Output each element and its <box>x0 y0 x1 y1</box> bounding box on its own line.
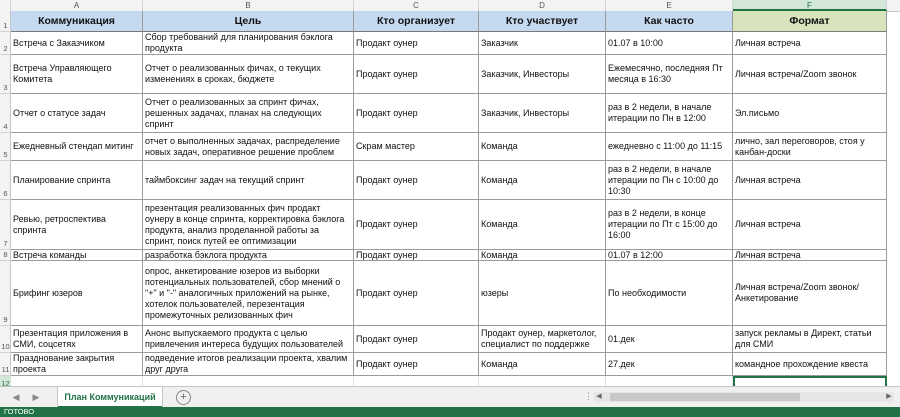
cell-organizer[interactable]: Продакт оунер <box>354 261 479 326</box>
table-row <box>11 32 887 55</box>
cell-communication[interactable]: Отчет о статусе задач <box>11 94 143 133</box>
row-header-1[interactable]: 1 <box>0 11 11 32</box>
row-header-6[interactable]: 6 <box>0 161 11 200</box>
cell-communication[interactable]: Ежедневный стендап митинг <box>11 133 143 161</box>
scroll-left-arrow-icon[interactable]: ◀ <box>596 393 602 400</box>
tab-split-handle-icon[interactable]: ⋮ <box>584 391 593 401</box>
cell-participants[interactable]: Команда <box>479 133 606 161</box>
column-header-d[interactable]: D <box>479 0 606 11</box>
cell-goal[interactable]: Отчет о реализованных за спринт фичах, решенных задачах, планах на следующих спринт <box>143 94 354 133</box>
cell-goal[interactable]: разработка бэклога продукта <box>143 250 354 261</box>
cell-format[interactable]: запуск рекламы в Директ, статьи для СМИ <box>733 326 887 353</box>
header-row <box>11 11 887 32</box>
cell-format[interactable]: командное прохождение квеста <box>733 353 887 376</box>
cell-participants[interactable]: Продакт оунер, маркетолог, специалист по поддержке <box>479 326 606 353</box>
cell-frequency[interactable]: 01.дек <box>606 326 733 353</box>
cell-communication[interactable]: Планирование спринта <box>11 161 143 200</box>
header-cell-format[interactable]: Формат <box>733 11 887 32</box>
cell-participants[interactable]: Заказчик <box>479 32 606 55</box>
cell-format[interactable]: Личная встреча/Zoom звонок <box>733 55 887 94</box>
cell-communication[interactable]: Встреча команды <box>11 250 143 261</box>
row-header-8[interactable]: 8 <box>0 250 11 261</box>
cell-goal[interactable]: отчет о выполненных задачах, распределение новых задач, оперативное решение проблем <box>143 133 354 161</box>
cell-goal[interactable]: Отчет о реализованных фичах, о текущих изменениях в сроках, бюджете <box>143 55 354 94</box>
row-header-7[interactable]: 7 <box>0 200 11 250</box>
cell-goal[interactable] <box>143 376 354 386</box>
cell-communication[interactable]: Брифинг юзеров <box>11 261 143 326</box>
cell-goal[interactable]: таймбоксинг задач на текущий спринт <box>143 161 354 200</box>
cell-frequency[interactable]: ежедневно с 11:00 до 11:15 <box>606 133 733 161</box>
status-bar <box>0 407 900 417</box>
cell-organizer[interactable]: Продакт оунер <box>354 326 479 353</box>
cell-goal[interactable]: опрос, анкетирование юзеров из выборки потенциальных пользователей, сбор мнений о "+" и "-" аналогичных приложений на рынке, хотелок пользователей, перезентация промежуточных релизованных фич <box>143 261 354 326</box>
cell-participants[interactable]: юзеры <box>479 261 606 326</box>
cell-frequency[interactable]: раз в 2 недели, в начале итерации по Пн в 12:00 <box>606 94 733 133</box>
column-header-f[interactable]: F <box>733 0 887 11</box>
column-header-a[interactable]: A <box>11 0 143 11</box>
cell-frequency[interactable]: 01.07 в 12:00 <box>606 250 733 261</box>
row-header-12[interactable]: 12 <box>0 376 11 386</box>
cell-format[interactable]: Личная встреча <box>733 161 887 200</box>
cell-organizer[interactable]: Продакт оунер <box>354 353 479 376</box>
column-header-e[interactable]: E <box>606 0 733 11</box>
table-row <box>11 133 887 161</box>
cell-format[interactable]: Личная встреча/Zoom звонок/Анкетирование <box>733 261 887 326</box>
cell-participants[interactable]: Команда <box>479 250 606 261</box>
cell-organizer[interactable]: Продакт оунер <box>354 200 479 250</box>
cell-organizer[interactable]: Продакт оунер <box>354 161 479 200</box>
row-header-2[interactable]: 2 <box>0 32 11 55</box>
row-header-9[interactable]: 9 <box>0 261 11 326</box>
row-header-5[interactable]: 5 <box>0 133 11 161</box>
status-text: ГОТОВО <box>4 407 35 416</box>
column-header-b[interactable]: B <box>143 0 354 11</box>
tab-scroll-left-icon[interactable]: ◀ <box>12 392 20 402</box>
row-header-bar <box>0 11 11 386</box>
header-cell-goal[interactable]: Цель <box>143 11 354 32</box>
cell-goal[interactable]: Анонс выпускаемого продукта с целью привлечения интереса будущих пользователей <box>143 326 354 353</box>
cell-frequency[interactable]: 27.дек <box>606 353 733 376</box>
sheet-tab-bar <box>0 386 900 407</box>
scroll-right-arrow-icon[interactable]: ▶ <box>886 393 892 400</box>
cell-organizer[interactable]: Продакт оунер <box>354 55 479 94</box>
cell-organizer[interactable]: Скрам мастер <box>354 133 479 161</box>
header-cell-participants[interactable]: Кто участвует <box>479 11 606 32</box>
row-header-4[interactable]: 4 <box>0 94 11 133</box>
cell-frequency[interactable]: 01.07 в 10:00 <box>606 32 733 55</box>
select-all-corner[interactable] <box>0 0 11 11</box>
table-row <box>11 94 887 133</box>
table-row <box>11 326 887 353</box>
cell-format[interactable]: Личная встреча <box>733 200 887 250</box>
cell-participants[interactable]: Команда <box>479 200 606 250</box>
cell-communication[interactable]: Презентация приложения в СМИ, соцсетях <box>11 326 143 353</box>
cell-participants[interactable] <box>479 376 606 386</box>
cell-organizer[interactable] <box>354 376 479 386</box>
table-row <box>11 353 887 376</box>
table-row <box>11 200 887 250</box>
cell-communication[interactable] <box>11 376 143 386</box>
row-header-3[interactable]: 3 <box>0 55 11 94</box>
cell-participants[interactable]: Заказчик, Инвесторы <box>479 55 606 94</box>
cell-frequency[interactable]: Ежемесячно, последняя Пт месяца в 16:30 <box>606 55 733 94</box>
cell-participants[interactable]: Заказчик, Инвесторы <box>479 94 606 133</box>
cell-goal[interactable]: Сбор требований для планирования бэклога продукта <box>143 32 354 55</box>
table-row <box>11 250 887 261</box>
cell-format[interactable]: Эл.письмо <box>733 94 887 133</box>
header-cell-organizer[interactable]: Кто организует <box>354 11 479 32</box>
cell-participants[interactable]: Команда <box>479 161 606 200</box>
column-header-c[interactable]: C <box>354 0 479 11</box>
cell-format[interactable]: лично, зал переговоров, стоя у канбан-доски <box>733 133 887 161</box>
header-cell-communication[interactable]: Коммуникация <box>11 11 143 32</box>
add-sheet-icon[interactable]: + <box>176 390 191 405</box>
table-row <box>11 261 887 326</box>
cell-format[interactable] <box>733 376 887 386</box>
row-header-10[interactable]: 10 <box>0 326 11 353</box>
cell-organizer[interactable]: Продакт оунер <box>354 250 479 261</box>
row-header-11[interactable]: 11 <box>0 353 11 376</box>
cell-frequency[interactable]: раз в 2 недели, в конце итерации по Пт с 15:00 до 16:00 <box>606 200 733 250</box>
cell-communication[interactable]: Встреча с Заказчиком <box>11 32 143 55</box>
cell-frequency[interactable] <box>606 376 733 386</box>
cell-goal[interactable]: подведение итогов реализации проекта, хвалим друг друга <box>143 353 354 376</box>
cell-organizer[interactable]: Продакт оунер <box>354 94 479 133</box>
table-row <box>11 161 887 200</box>
cell-goal[interactable]: презентация реализованных фич продакт оунеру в конце спринта, корректировка бэклога продукта, анализ проделанной работы за спринт, поиск путей ее оптимизации <box>143 200 354 250</box>
cell-format[interactable]: Личная встреча <box>733 250 887 261</box>
cell-organizer[interactable]: Продакт оунер <box>354 32 479 55</box>
horizontal-scrollbar[interactable] <box>594 392 894 402</box>
table-row <box>11 376 887 386</box>
cell-frequency[interactable]: По необходимости <box>606 261 733 326</box>
cell-communication[interactable]: Празднование закрытия проекта <box>11 353 143 376</box>
cell-communication[interactable]: Встреча Управляющего Комитета <box>11 55 143 94</box>
table-row <box>11 55 887 94</box>
scrollbar-thumb[interactable] <box>610 393 800 401</box>
cell-format[interactable]: Личная встреча <box>733 32 887 55</box>
tab-scroll-right-icon[interactable]: ▶ <box>32 392 40 402</box>
sheet-tab-communication-plan[interactable]: План Коммуникаций <box>58 387 162 408</box>
cell-communication[interactable]: Ревью, ретроспектива спринта <box>11 200 143 250</box>
cell-frequency[interactable]: раз в 2 недели, в начале итерации по Пн с 10:00 до 10:30 <box>606 161 733 200</box>
header-cell-frequency[interactable]: Как часто <box>606 11 733 32</box>
cell-participants[interactable]: Команда <box>479 353 606 376</box>
